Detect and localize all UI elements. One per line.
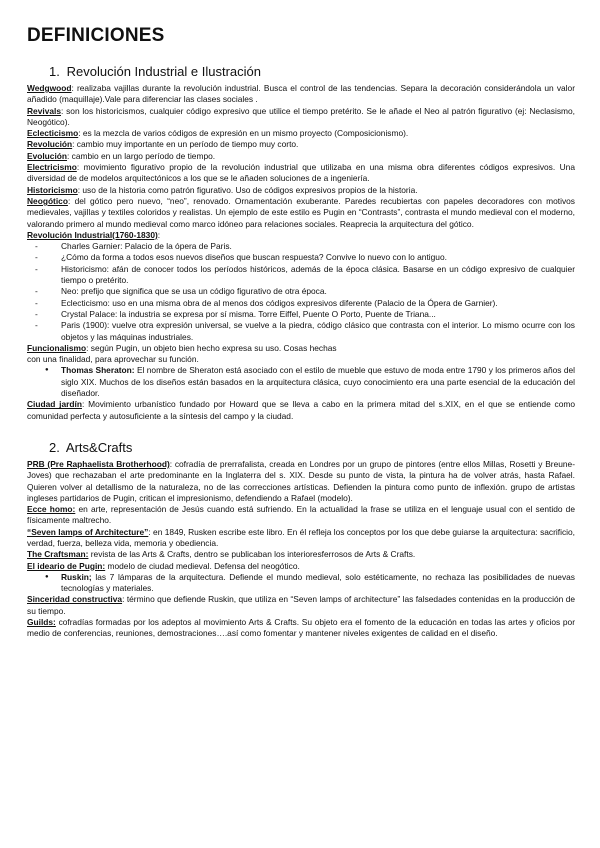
definition [27, 151, 575, 162]
definition-text: : Movimiento urbanístico fundado por Howard que se lleva a cabo en la primera mitad del s.XIX, en el que se entiende como comunidad perfecta y autosuficiente a la síntesis del campo y la ciudad. [27, 399, 576, 421]
definition-text: : cambio en un largo período de tiempo. [67, 150, 216, 161]
list-item: - ¿Cómo da forma a todos esos nuevos diseños que buscan respuesta? Convive lo nuevo con lo antiguo. [61, 252, 575, 263]
definition-text: : [157, 229, 161, 240]
definition [27, 106, 575, 129]
definition-text: : realizaba vajillas durante la revolución industrial. Busca el control de las tendencias. Separa la decoración considerándola un valor añadido (maquillaje).Vale para diferenciar las clases sociales . [27, 83, 575, 105]
term: Evolución [27, 150, 68, 161]
bullet-text: las 7 lámparas de la arquitectura. Defiende el mundo medieval, solo estéticamente, no rechaza las posibilidades de nuevas tecnologías y materiales. [61, 571, 575, 594]
definition-text: con una finalidad, para aprovechar su función. [27, 354, 199, 365]
term: Revivals [27, 105, 61, 116]
document-page [27, 24, 575, 640]
definition [27, 617, 575, 640]
term: Eclecticismo [27, 128, 79, 139]
definition [27, 230, 575, 241]
section-number: 2. [49, 439, 60, 455]
term: Sinceridad constructiva [27, 594, 123, 605]
definition-text: : movimiento figurativo propio de la revolución industrial que utilizaba en una misma obra diferentes códigos expresivos. Una diversidad de de modelos arquitectónicos a los que se le añaden soluciones de a ingeniería. [27, 162, 575, 184]
definition-text: en arte, representación de Jesús cuando está sufriendo. En la actualidad la frase se utiliza en el lenguaje usual con el sentido de físicamente maltrecho. [27, 504, 575, 526]
definition-text: modelo de ciudad medieval. Defensa del neogótico. [105, 560, 300, 571]
definition [27, 162, 575, 185]
bullet-list [27, 572, 575, 595]
definition [27, 196, 575, 230]
term: Revolución Industrial(1760-1830) [27, 229, 158, 240]
term: Historicismo [27, 184, 78, 195]
list-item: - Charles Garnier: Palacio de la ópera de Paris. [61, 241, 575, 252]
term: The Craftsman: [27, 549, 89, 560]
term: Ciudad jardín [27, 399, 82, 410]
list-item: - Crystal Palace: la industria se expresa por sí misma. Torre Eiffel, Puente O Porto, Puente de Triana... [61, 309, 575, 320]
definition [27, 128, 575, 139]
definition-text: revista de las Arts & Crafts, dentro se publicaban los interioresferrosos de Arts & Crafts. [88, 549, 416, 560]
definition [27, 399, 575, 422]
definition-text: : son los historicismos, cualquier código expresivo que utilice el tiempo pretérito. Se le añade el Neo al patrón figurativo (ej: Neclasismo, Neogótico). [27, 105, 575, 127]
term: PRB (Pre Raphaelista Brotherhood) [27, 458, 170, 469]
definition [27, 343, 575, 366]
list-item: - Paris (1900): vuelve otra expresión universal, se vuelve a la piedra, código clásico que contrasta con el interior. Lo mismo ocurre con los objetos y las máquinas industriales. [61, 320, 575, 343]
definition-text: cofradías formadas por los adeptos al movimiento Arts & Crafts. Su objeto era el fomento de la educación en todas las artes y oficios por medio de conferencias, reuniones, demostraciones….así como fomentar y mantener niveles exigentes de calidad en el diseño. [27, 617, 575, 639]
definition [27, 549, 575, 560]
term: Guilds: [27, 617, 56, 628]
definition-text: : en 1849, Rusken escribe este libro. En él refleja los conceptos por los que debe guiarse la arquitectura: sacrificio, verdad, fuerza, belleza vida, memoria y obediencia. [27, 526, 575, 548]
list-item [61, 365, 575, 399]
definition [27, 527, 575, 550]
page-title: DEFINICIONES [27, 25, 165, 46]
bullet-text: El nombre de Sheraton está asociado con el estilo de mueble que estuvo de moda entre 1790 y los primeros años del siglo XIX. Muchos de los diseños están basados en la arquitectura clásica, cuyo conocimiento era una parte esencial de la educación del diseñador. [61, 365, 575, 399]
list-item: - Neo: prefijo que significa que se usa un código figurativo de otra época. [61, 286, 575, 297]
term: El ideario de Pugin: [27, 560, 106, 571]
term: Ecce homo: [27, 504, 76, 515]
term: “Seven lamps of Architecture” [27, 526, 149, 537]
definition [27, 504, 575, 527]
definition-text: : según Pugin, un objeto bien hecho expresa su uso. Cosas hechas [86, 342, 337, 353]
list-item [61, 572, 575, 595]
section-title: Revolución Industrial e Ilustración [66, 64, 262, 79]
bullet-name: Ruskin; [61, 571, 92, 582]
revolution-list [27, 241, 575, 343]
definition-text: : uso de la historia como patrón figurativo. Uso de códigos expresivos propios de la historia. [77, 184, 418, 195]
term: Electricismo [27, 162, 77, 173]
definition [27, 139, 575, 150]
definition-text: : cambio muy importante en un período de tiempo muy corto. [72, 139, 299, 150]
definition-text: : del gótico pero nuevo, “neo”, renovado. Ornamentación exuberante. Paredes recubiertas con papeles decoradores con motivos medievales, vajillas y textiles coloridos y realistas. Un ejemplo de este estilo es Pugin en “Contrasts”, contrasta el mundo medieval con el moderno, valorando primero al mundo medieval como marco idóneo para relaciones sociales. Reaprecia la arquitectura del gótico. [27, 195, 575, 229]
definition [27, 459, 575, 504]
section-heading-2 [49, 440, 575, 456]
section-number: 1. [49, 64, 60, 79]
definition [27, 561, 575, 572]
term: Revolución [27, 139, 73, 150]
list-item: - Eclecticismo: uso en una misma obra de al menos dos códigos expresivos diferente (Palacio de la Ópera de Garnier). [61, 298, 575, 309]
definition-text: : cofradía de prerrafalista, creada en Londres por un grupo de pintores (entre ellos Millas, Rosetti y Breune-Joves) que rechazaban el arte predominante en la Inglaterra del s. XIX. Desde su punto de vista, la pintura ha de volver atrás, hasta Rafael. Quieren volver al detallismo de la naturaleza, no de las correcciones artísticas. Defienden la pintura como punto de inflexión. grupo de artistas ingleses partidarios de Pugin, critican el impresionismo, defendiendo a Rafael (modelo). [27, 458, 576, 503]
list-item: - Historicismo: afán de conocer todos los períodos históricos, además de la época clásica. Basarse en un código expresivo de cualquier tiempo o pretérito. [61, 264, 575, 287]
definition [27, 594, 575, 617]
definition-text: : es la mezcla de varios códigos de expresión en un mismo proyecto (Composicionismo). [78, 128, 409, 139]
definition-text: : término que defiende Ruskin, que utiliza en “Seven lamps of architecture” las falsedades contenidas en la producción de su tiempo. [27, 594, 576, 616]
section-title: Arts&Crafts [65, 439, 133, 455]
term: Neogótico [27, 195, 68, 206]
bullet-list [27, 365, 575, 399]
definition [27, 185, 575, 196]
definition [27, 83, 575, 106]
term: Funcionalismo [27, 342, 87, 353]
bullet-name: Thomas Sheraton: [61, 365, 135, 376]
term: Wedgwood [27, 83, 72, 93]
section-heading-1 [49, 64, 575, 80]
